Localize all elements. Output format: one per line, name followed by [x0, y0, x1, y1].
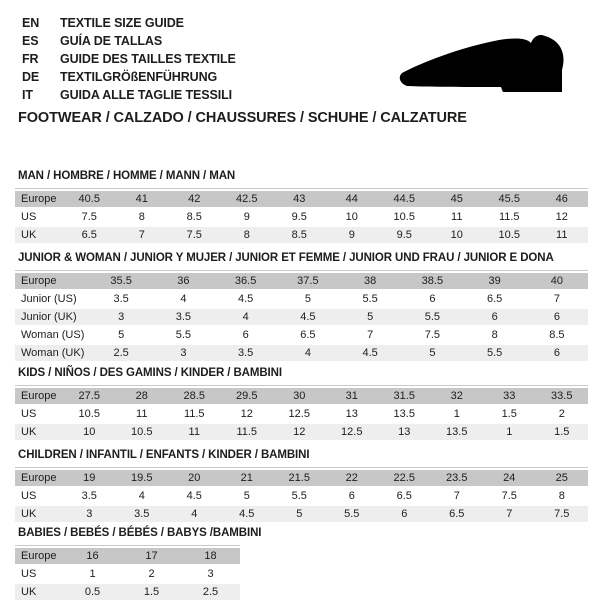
- size-cell: 28: [135, 390, 148, 402]
- size-cell: 29.5: [236, 390, 258, 402]
- size-cell: 9.5: [291, 211, 307, 223]
- table-row: [15, 273, 588, 291]
- size-cell: 11: [136, 408, 148, 420]
- size-cell: 46: [555, 193, 568, 205]
- size-cell: 8: [243, 229, 250, 241]
- size-cell: 4: [304, 347, 311, 359]
- size-cell: 5: [367, 311, 374, 323]
- size-cell: 11.5: [498, 211, 520, 223]
- size-cell: 10: [345, 211, 358, 223]
- size-cell: 4: [242, 311, 249, 323]
- size-cell: 8: [558, 490, 565, 502]
- size-cell: 38: [364, 275, 377, 287]
- size-cell: 1: [453, 408, 460, 420]
- size-cell: 7.5: [501, 490, 517, 502]
- language-code: FR: [22, 52, 39, 66]
- table-row: [15, 424, 588, 442]
- language-header: [22, 14, 236, 104]
- size-cell: 40.5: [78, 193, 100, 205]
- table-row: [15, 327, 588, 345]
- size-cell: 5.5: [344, 508, 360, 520]
- size-cell: 20: [188, 472, 201, 484]
- size-cell: 36.5: [234, 275, 257, 287]
- row-label: US: [21, 211, 37, 223]
- size-cell: 41: [135, 193, 148, 205]
- size-cell: 3.5: [134, 508, 150, 520]
- size-cell: 12.5: [341, 426, 363, 438]
- language-row-de: [22, 68, 236, 86]
- size-cell: 7.5: [81, 211, 97, 223]
- size-cell: 1: [89, 568, 96, 580]
- size-cell: 7: [453, 490, 460, 502]
- size-table-man: [15, 188, 588, 245]
- size-cell: 3: [86, 508, 93, 520]
- language-text: GUÍA DE TALLAS: [60, 34, 163, 48]
- size-cell: 5.5: [424, 311, 441, 323]
- size-cell: 5.5: [362, 293, 378, 305]
- table-row: [15, 388, 588, 406]
- size-cell: 5.5: [486, 347, 503, 359]
- size-cell: 5: [243, 490, 250, 502]
- language-code: ES: [22, 34, 39, 48]
- size-cell: 4.5: [237, 293, 254, 305]
- size-cell: 10: [450, 229, 463, 241]
- size-cell: 42: [188, 193, 201, 205]
- size-cell: 12.5: [288, 408, 310, 420]
- size-cell: 10.5: [498, 229, 520, 241]
- size-cell: 11.5: [183, 408, 205, 420]
- table-row: [15, 584, 240, 600]
- section-title-kids: KIDS / NIÑOS / DES GAMINS / KINDER / BAMBINI: [18, 367, 282, 379]
- table-row: [15, 406, 588, 424]
- size-cell: 5: [296, 508, 303, 520]
- size-cell: 7.5: [554, 508, 570, 520]
- language-text: GUIDA ALLE TAGLIE TESSILI: [60, 88, 233, 102]
- size-cell: 9: [348, 229, 355, 241]
- language-text: TEXTILGRÖßENFÜHRUNG: [60, 70, 218, 84]
- row-label: US: [21, 490, 37, 502]
- size-cell: 6.5: [300, 329, 316, 341]
- size-cell: 4.5: [300, 311, 316, 323]
- size-cell: 8.5: [186, 211, 202, 223]
- size-cell: 11.5: [236, 426, 258, 438]
- size-cell: 6.5: [396, 490, 412, 502]
- language-text: TEXTILE SIZE GUIDE: [60, 16, 184, 30]
- size-cell: 36: [177, 275, 190, 287]
- size-cell: 10.5: [393, 211, 415, 223]
- size-cell: 13: [345, 408, 358, 420]
- size-cell: 24: [503, 472, 516, 484]
- size-cell: 31: [345, 390, 358, 402]
- section-babies: [15, 527, 588, 600]
- language-code: IT: [22, 88, 33, 102]
- row-label: UK: [21, 229, 37, 241]
- language-text: GUIDE DES TAILLES TEXTILE: [60, 52, 236, 66]
- row-label: Junior (US): [21, 293, 77, 305]
- size-cell: 4: [180, 293, 187, 305]
- size-cell: 39: [488, 275, 501, 287]
- size-cell: 16: [86, 550, 99, 562]
- row-label: Europe: [21, 193, 57, 205]
- size-cell: 6: [401, 508, 408, 520]
- language-row-fr: [22, 50, 236, 68]
- section-title-babies: BABIES / BEBÉS / BÉBÉS / BABYS /BAMBINI: [18, 527, 262, 539]
- size-cell: 22.5: [393, 472, 415, 484]
- category-title: FOOTWEAR / CALZADO / CHAUSSURES / SCHUHE / CALZATURE: [18, 110, 467, 126]
- row-label: UK: [21, 508, 37, 520]
- size-cell: 9.5: [396, 229, 412, 241]
- section-man: [15, 170, 588, 245]
- table-row: [15, 291, 588, 309]
- row-label: Woman (UK): [21, 347, 85, 359]
- row-label: US: [21, 408, 37, 420]
- size-table-children: [15, 467, 588, 524]
- size-cell: 11: [451, 211, 463, 223]
- size-cell: 4: [191, 508, 198, 520]
- language-code: EN: [22, 16, 40, 30]
- table-row: [15, 506, 588, 524]
- size-cell: 6.5: [81, 229, 97, 241]
- size-cell: 21: [240, 472, 253, 484]
- table-row: [15, 488, 588, 506]
- size-cell: 32: [450, 390, 463, 402]
- size-cell: 5.5: [291, 490, 307, 502]
- size-cell: 7: [553, 293, 560, 305]
- language-code: DE: [22, 70, 40, 84]
- size-cell: 2: [148, 568, 155, 580]
- size-cell: 5.5: [175, 329, 192, 341]
- size-cell: 7: [138, 229, 145, 241]
- row-label: Europe: [21, 550, 57, 562]
- row-label: Europe: [21, 275, 57, 287]
- table-row: [15, 227, 588, 245]
- row-label: Europe: [21, 472, 57, 484]
- size-cell: 11: [556, 229, 568, 241]
- size-cell: 23.5: [446, 472, 468, 484]
- size-cell: 2.5: [202, 586, 219, 598]
- size-cell: 13.5: [446, 426, 468, 438]
- size-cell: 6: [491, 311, 498, 323]
- size-cell: 1.5: [554, 426, 570, 438]
- size-cell: 8.5: [291, 229, 307, 241]
- size-cell: 12: [555, 211, 568, 223]
- size-cell: 2.5: [113, 347, 129, 359]
- row-label: UK: [21, 586, 37, 598]
- section-children: [15, 449, 588, 524]
- size-cell: 31.5: [393, 390, 415, 402]
- section-title-children: CHILDREN / INFANTIL / ENFANTS / KINDER / BAMBINI: [18, 449, 310, 461]
- size-cell: 37.5: [297, 275, 319, 287]
- size-cell: 13: [398, 426, 411, 438]
- size-cell: 35.5: [110, 275, 132, 287]
- size-cell: 43: [293, 193, 306, 205]
- size-cell: 45: [450, 193, 463, 205]
- size-cell: 40: [550, 275, 563, 287]
- size-cell: 3.5: [237, 347, 254, 359]
- table-row: [15, 345, 588, 363]
- size-cell: 3: [118, 311, 125, 323]
- size-cell: 1.5: [501, 408, 517, 420]
- size-cell: 3: [207, 568, 214, 580]
- section-kids: [15, 367, 588, 442]
- size-table-kids: [15, 385, 588, 442]
- size-cell: 44: [345, 193, 358, 205]
- row-label: Junior (UK): [21, 311, 77, 323]
- size-cell: 11: [188, 426, 200, 438]
- table-row: [15, 470, 588, 488]
- size-cell: 5: [429, 347, 436, 359]
- size-cell: 13.5: [393, 408, 415, 420]
- size-cell: 6: [553, 311, 560, 323]
- size-cell: 10.5: [78, 408, 100, 420]
- size-cell: 6: [429, 293, 436, 305]
- size-cell: 17: [145, 550, 158, 562]
- row-label: Europe: [21, 390, 57, 402]
- language-row-es: [22, 32, 236, 50]
- table-row: [15, 548, 240, 566]
- language-row-en: [22, 14, 236, 32]
- size-cell: 21.5: [288, 472, 310, 484]
- size-cell: 1: [506, 426, 513, 438]
- size-cell: 27.5: [78, 390, 100, 402]
- size-cell: 3.5: [81, 490, 97, 502]
- size-cell: 6: [348, 490, 355, 502]
- size-cell: 4.5: [362, 347, 378, 359]
- size-cell: 5: [118, 329, 125, 341]
- size-cell: 8: [138, 211, 145, 223]
- size-cell: 7: [367, 329, 374, 341]
- size-cell: 44.5: [393, 193, 415, 205]
- size-table-junior-woman: [15, 270, 588, 363]
- size-cell: 8: [491, 329, 498, 341]
- size-cell: 0.5: [84, 586, 101, 598]
- size-cell: 42.5: [236, 193, 258, 205]
- size-cell: 9: [243, 211, 250, 223]
- size-cell: 3.5: [113, 293, 129, 305]
- size-cell: 30: [293, 390, 306, 402]
- size-cell: 12: [293, 426, 306, 438]
- size-cell: 6: [242, 329, 249, 341]
- dress-shoe-icon: [399, 26, 579, 102]
- row-label: US: [21, 568, 37, 580]
- size-cell: 5: [304, 293, 311, 305]
- table-row: [15, 191, 588, 209]
- size-cell: 22: [345, 472, 358, 484]
- size-cell: 4.5: [239, 508, 255, 520]
- table-row: [15, 566, 240, 584]
- size-cell: 3: [180, 347, 187, 359]
- size-cell: 6: [553, 347, 560, 359]
- size-cell: 3.5: [175, 311, 192, 323]
- size-cell: 1.5: [143, 586, 160, 598]
- size-cell: 2: [558, 408, 565, 420]
- size-cell: 4: [138, 490, 145, 502]
- size-cell: 10: [83, 426, 96, 438]
- size-cell: 28.5: [183, 390, 205, 402]
- section-title-junior-woman: JUNIOR & WOMAN / JUNIOR Y MUJER / JUNIOR ET FEMME / JUNIOR UND FRAU / JUNIOR E DONA: [18, 252, 554, 264]
- language-row-it: [22, 86, 236, 104]
- size-cell: 10.5: [131, 426, 153, 438]
- row-label: Woman (US): [21, 329, 85, 341]
- size-cell: 7.5: [186, 229, 202, 241]
- size-table-babies: [15, 545, 240, 600]
- size-cell: 25: [555, 472, 568, 484]
- size-cell: 19.5: [131, 472, 153, 484]
- row-label: UK: [21, 426, 37, 438]
- size-cell: 33: [503, 390, 516, 402]
- size-cell: 6.5: [486, 293, 503, 305]
- size-cell: 6.5: [449, 508, 465, 520]
- section-junior-woman: [15, 252, 588, 363]
- size-cell: 7.5: [424, 329, 441, 341]
- size-cell: 33.5: [551, 390, 573, 402]
- size-cell: 18: [204, 550, 217, 562]
- size-cell: 12: [240, 408, 253, 420]
- size-cell: 7: [506, 508, 513, 520]
- table-row: [15, 209, 588, 227]
- size-cell: 19: [83, 472, 96, 484]
- size-cell: 38.5: [421, 275, 444, 287]
- section-title-man: MAN / HOMBRE / HOMME / MANN / MAN: [18, 170, 236, 182]
- size-cell: 8.5: [549, 329, 565, 341]
- table-row: [15, 309, 588, 327]
- size-cell: 4.5: [186, 490, 202, 502]
- size-cell: 45.5: [498, 193, 520, 205]
